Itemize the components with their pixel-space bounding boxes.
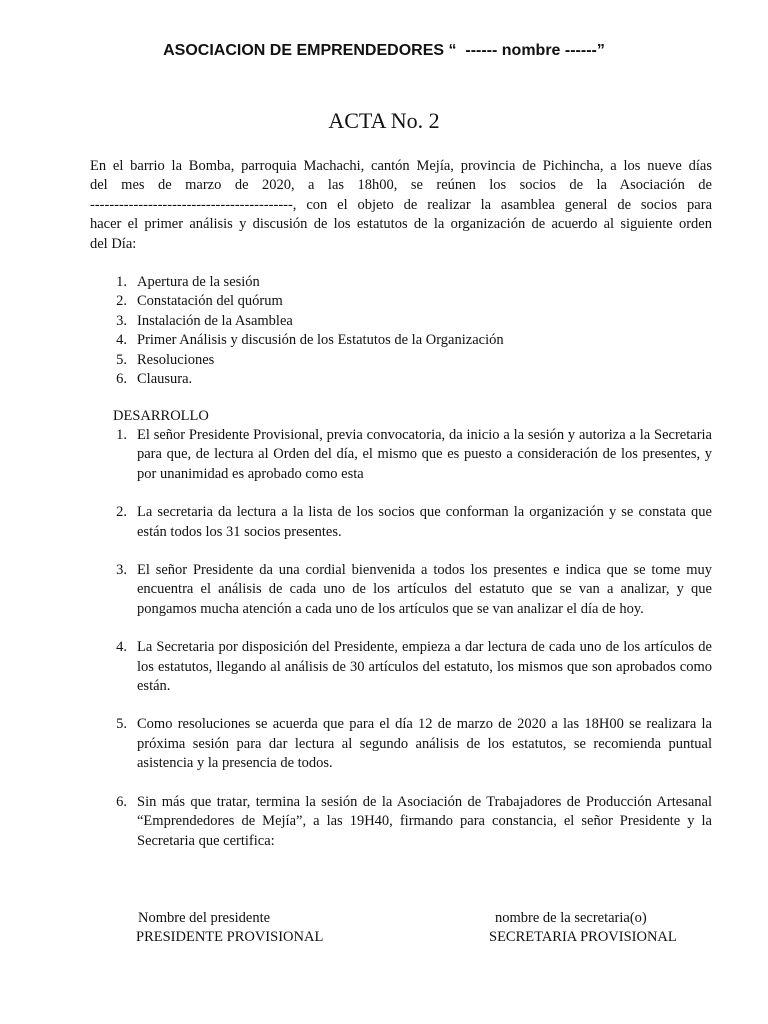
agenda-number: 1. [116,274,127,290]
intro-line: del Día: [90,235,137,252]
intro-paragraph [90,157,712,254]
development-number: 3. [116,562,127,579]
secretary-signature-block [489,909,677,947]
agenda-item [90,331,712,350]
agenda-item [90,312,712,331]
agenda-item [90,351,712,370]
agenda-text: Instalación de la Asamblea [137,312,293,329]
intro-line: hacer el primer análisis y discusión de los estatutos de la organización de acuerdo al siguiente orden [90,216,712,233]
agenda-number: 2. [116,293,127,310]
agenda-number: 6. [116,371,127,388]
agenda-item [90,292,712,311]
secretary-name: nombre de la secretaria(o) [495,910,647,926]
agenda-text: Primer Análisis y discusión de los Estatutos de la Organización [137,332,504,349]
development-number: 1. [116,427,127,443]
agenda-number: 3. [116,312,127,329]
development-item [90,793,712,851]
intro-line: En el barrio la Bomba, parroquia Machachi, cantón Mejía, provincia de Pichincha, a los nueve días [90,158,712,174]
development-number: 2. [116,504,127,521]
intro-line: del mes de marzo de 2020, a las 18h00, se reúnen los socios de la Asociación de [90,177,712,194]
document-title: ACTA No. 2 [328,108,440,133]
agenda-number: 5. [116,351,127,368]
organization-heading: ASOCIACION DE EMPRENDEDORES “ ------ nombre ------” [163,42,605,59]
development-item [90,503,712,542]
president-signature-block [136,909,323,947]
secretary-role: SECRETARIA PROVISIONAL [489,929,677,945]
development-number: 6. [116,793,127,810]
agenda-text: Resoluciones [137,351,215,368]
agenda-number: 4. [116,332,127,349]
development-heading: DESARROLLO [113,408,209,424]
development-text: La secretaria da lectura a la lista de los socios que conforman la organización y se constata que están todos los 31 socios presentes. [137,504,712,540]
development-item [90,561,712,619]
agenda-text: Apertura de la sesión [137,274,260,290]
development-number: 5. [116,716,127,733]
development-item [90,715,712,773]
president-name: Nombre del presidente [138,910,271,926]
development-item [90,426,712,484]
development-text: El señor Presidente Provisional, previa convocatoria, da inicio a la sesión y autoriza a la Secretaria para que, de lectura al Orden del día, el mismo que es puesto a consideración de los presentes, y por unanimidad es aprobado como esta [137,427,712,482]
development-list [90,426,712,870]
agenda-list [90,273,712,389]
development-number: 4. [116,639,127,656]
development-text: La Secretaria por disposición del Presidente, empieza a dar lectura de cada uno de los artículos de los estatutos, llegando al análisis de 30 artículos del estatuto, los mismos que son aprobados como están. [137,639,712,695]
development-text: Sin más que tratar, termina la sesión de la Asociación de Trabajadores de Producción Artesanal “Emprendedores de Mejía”, a las 19H40, firmando para constancia, el señor Presidente y la Secretaria que certifica: [137,793,712,849]
development-item [90,638,712,696]
agenda-item [90,273,712,292]
president-role: PRESIDENTE PROVISIONAL [136,929,324,945]
development-text: Como resoluciones se acuerda que para el día 12 de marzo de 2020 a las 18H00 se realizara la próxima sesión para dar lectura al segundo análisis de los estatutos, se recomienda puntual asistencia y la presencia de todos. [137,716,712,772]
agenda-item [90,370,712,389]
agenda-text: Constatación del quórum [137,293,283,310]
agenda-text: Clausura. [137,371,193,388]
intro-line: ------------------------------------------, con el objeto de realizar la asamblea general de socios para [90,196,712,213]
development-text: El señor Presidente da una cordial bienvenida a todos los presentes e indica que se tome muy encuentra el análisis de cada uno de los artículos del estatuto que se van a analizar, y que pongamos mucha atención a cada uno de los artículos que se van analizar el día de hoy. [137,562,712,617]
